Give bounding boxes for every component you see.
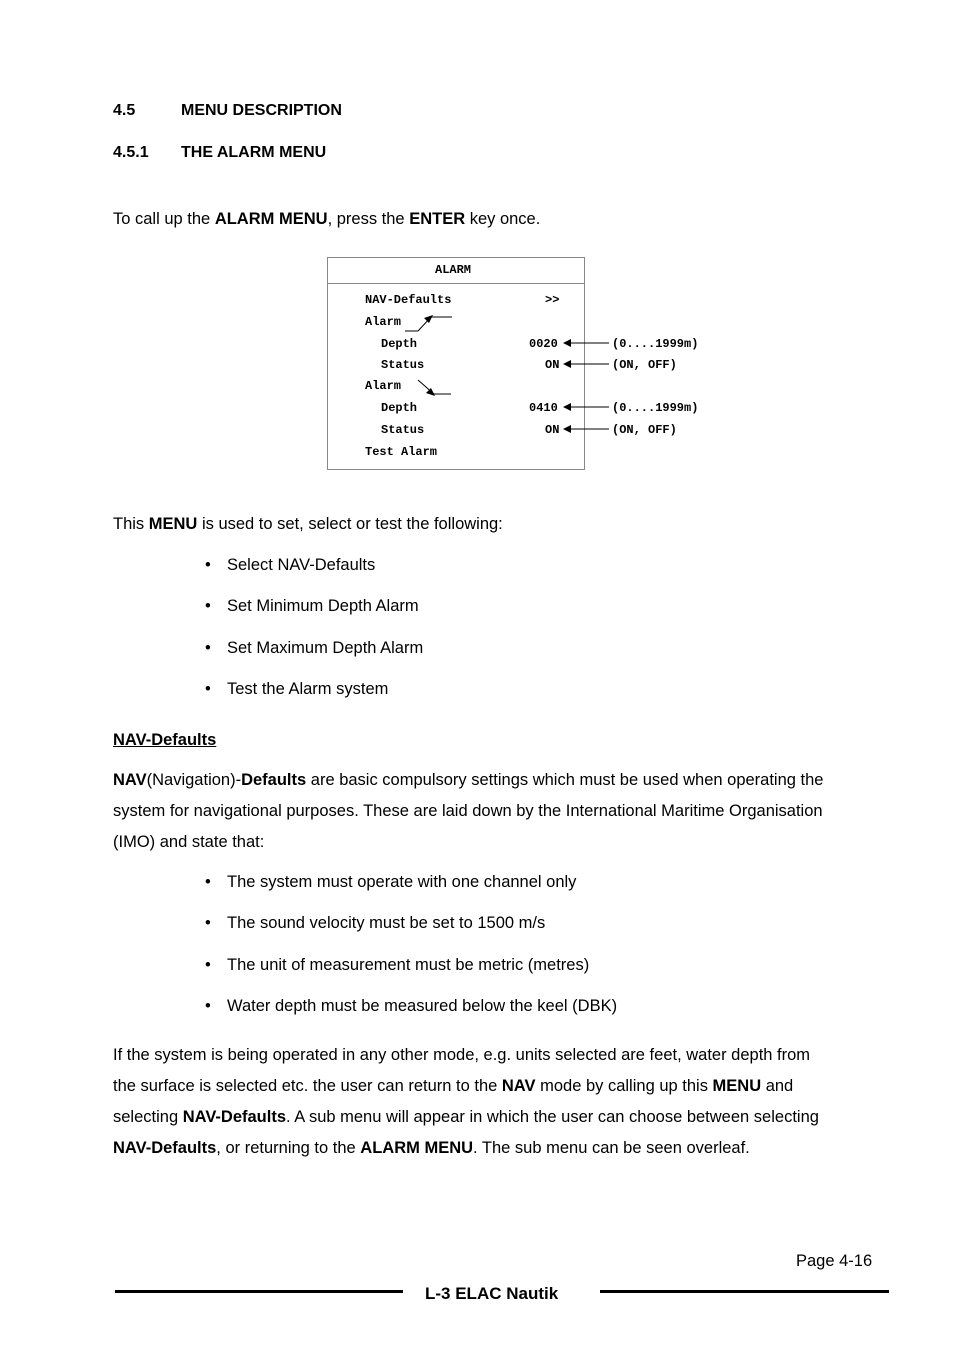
other-para-line-2 [113,1071,893,1102]
leader-arrow-icon [563,425,609,433]
leader-arrow-icon [563,339,609,347]
nav-bold-1: NAV [113,771,147,789]
nav-defaults-heading: NAV-Defaults [113,731,217,749]
list-item: • Test the Alarm system [227,680,423,721]
footer-rule-right [600,1290,889,1293]
other-bold: MENU [712,1077,762,1095]
other-text: . A sub menu will appear in which the user can choose between selecting [286,1108,819,1126]
depth-max-value: 0410 [529,401,558,415]
menu-item-alarm-max: Alarm [365,379,402,393]
nav-para-line-2: system for navigational purposes. These are laid down by the International Maritime Organisation [113,802,823,820]
menu-item-alarm-min: Alarm [365,315,402,329]
subsection-title: THE ALARM MENU [181,144,327,161]
section-number: 4.5 [113,102,136,119]
list-item: • The system must operate with one channel only [227,873,617,914]
other-bold: NAV [501,1077,536,1095]
nav-para-line-1 [113,765,893,796]
other-text: the surface is selected etc. the user can return to the [113,1077,502,1095]
arrow-down-icon [418,380,451,396]
status-min-value: ON [545,358,560,372]
status-min-options: (ON, OFF) [612,358,677,372]
intro-bold-2: ENTER [409,210,466,228]
footer-brand: L-3 ELAC Nautik [425,1284,559,1303]
section-title: MENU DESCRIPTION [181,102,342,119]
intro-text-1: To call up the [113,210,215,228]
other-text: . The sub menu can be seen overleaf. [473,1139,750,1157]
subsection-number: 4.5.1 [113,144,149,161]
nav-para-line-3: (IMO) and state that: [113,833,265,851]
other-text: selecting [113,1108,183,1126]
list-item: • Set Minimum Depth Alarm [227,597,423,638]
other-para-line-3 [113,1102,893,1133]
other-bold: NAV-Defaults [182,1108,287,1126]
list-item: • Set Maximum Depth Alarm [227,639,423,680]
usage-paragraph [113,509,503,540]
intro-bold-1: ALARM MENU [214,210,328,228]
other-text: mode by calling up this [535,1077,713,1095]
menu-item-status-max: Status [381,423,425,437]
depth-min-range: (0....1999m) [612,337,699,351]
list-item: • Select NAV-Defaults [227,556,423,597]
nav-paragraph [113,765,893,858]
depth-min-value: 0020 [529,337,558,351]
other-mode-paragraph [113,1040,893,1164]
other-para-line-4 [113,1133,893,1164]
menu-figure-arrows [0,0,954,480]
nav-list [227,873,617,1038]
other-text: and [761,1077,794,1095]
list-item: • Water depth must be measured below the keel (DBK) [227,997,617,1038]
page-number: Page 4-16 [796,1252,873,1270]
leader-arrow-icon [563,403,609,411]
depth-max-range: (0....1999m) [612,401,699,415]
status-max-options: (ON, OFF) [612,423,677,437]
intro-text-2: , press the [327,210,410,228]
usage-text-2: is used to set, select or test the following: [197,515,503,533]
footer-rule-left [115,1290,403,1293]
leader-arrow-icon [563,360,609,368]
arrow-up-icon [405,315,452,331]
list-item: • The sound velocity must be set to 1500 m/s [227,914,617,955]
list-item: • The unit of measurement must be metric (metres) [227,956,617,997]
other-bold: NAV-Defaults [113,1139,217,1157]
submenu-arrow: >> [545,293,560,307]
menu-item-nav-defaults: NAV-Defaults [365,293,452,307]
alarm-menu-title: ALARM [435,263,472,277]
other-text: , or returning to the [216,1139,361,1157]
status-max-value: ON [545,423,560,437]
usage-text-1: This [113,515,149,533]
nav-text-1: (Navigation)- [146,771,242,789]
other-bold: ALARM MENU [360,1139,474,1157]
intro-text-3: key once. [465,210,541,228]
other-para-line-1: If the system is being operated in any other mode, e.g. units selected are feet, water depth from [113,1046,811,1064]
menu-item-test-alarm: Test Alarm [365,445,438,459]
menu-item-depth-min: Depth [381,337,418,351]
usage-bold-1: MENU [148,515,198,533]
nav-text-2: are basic compulsory settings which must be used when operating the [306,771,824,789]
menu-item-depth-max: Depth [381,401,418,415]
menu-item-status-min: Status [381,358,425,372]
nav-bold-2: Defaults [241,771,307,789]
usage-list [227,556,423,721]
